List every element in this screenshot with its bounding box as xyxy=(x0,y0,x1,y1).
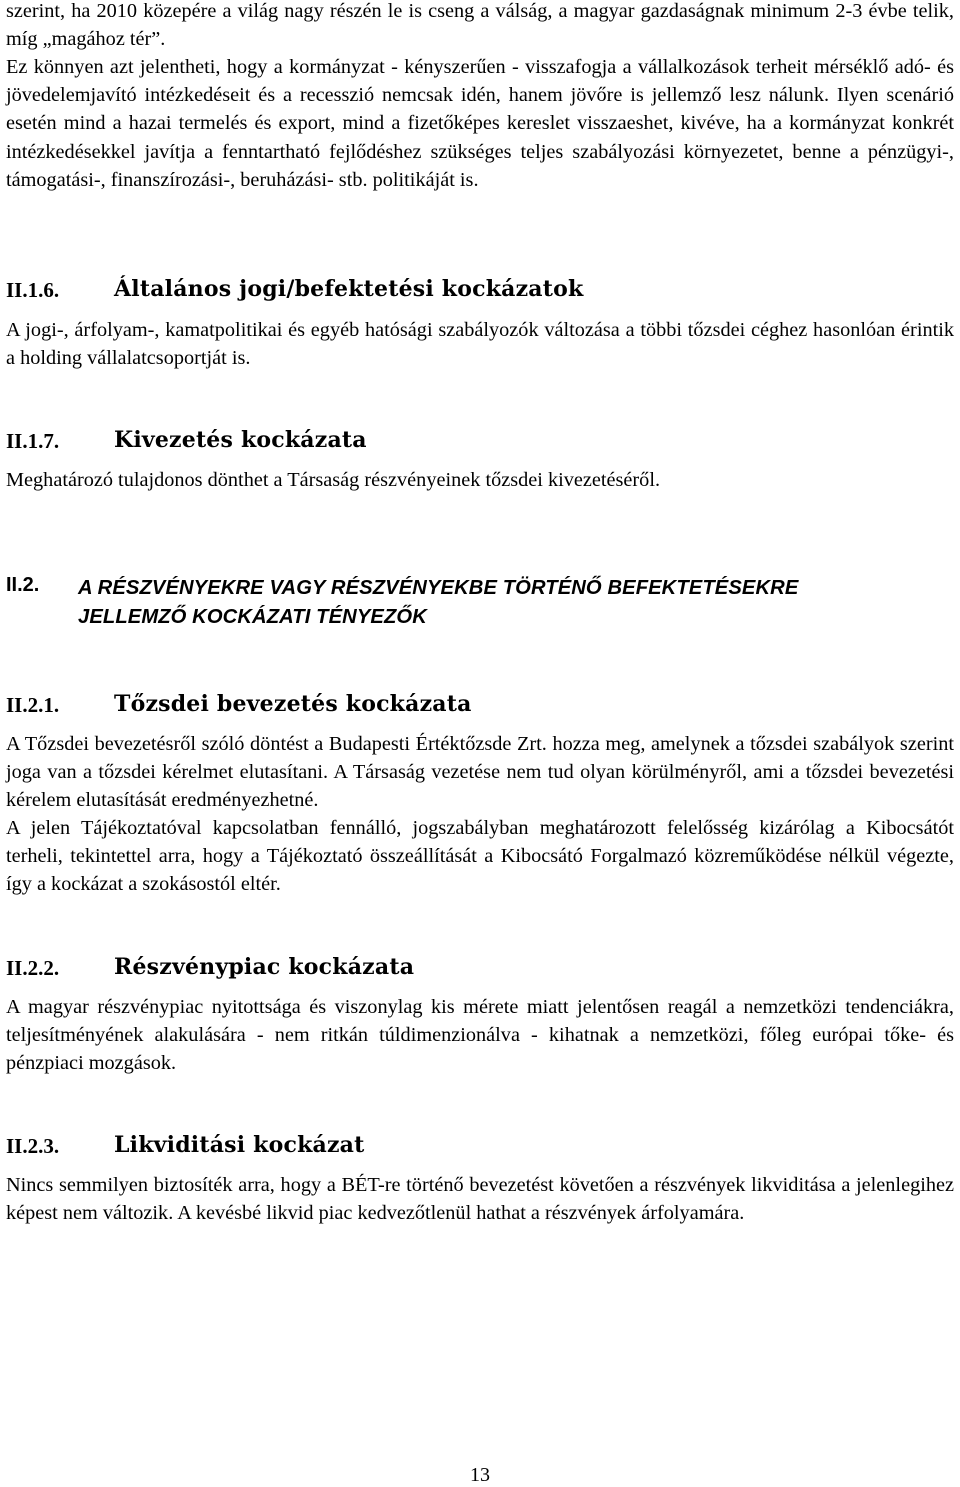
heading-number: II.2.1. xyxy=(6,693,60,717)
heading-title: Kivezetés kockázata xyxy=(114,427,367,453)
heading-2-1-6 xyxy=(6,278,954,310)
heading-title: Részvénypiac kockázata xyxy=(114,954,415,980)
heading-2-1-7 xyxy=(6,429,954,461)
heading-number: II.1.6. xyxy=(6,278,60,302)
heading-title: Likviditási kockázat xyxy=(114,1132,365,1158)
paragraph-delisting-risk: Meghatározó tulajdonos dönthet a Társaság részvényeinek tőzsdei kivezetéséről. xyxy=(6,469,661,491)
section-title xyxy=(78,574,958,632)
section-title-line-1: A RÉSZVÉNYEKRE VAGY RÉSZVÉNYEKBE TÖRTÉNŐ BEFEKTETÉSEKRE xyxy=(78,577,799,599)
heading-number: II.1.7. xyxy=(6,429,60,453)
paragraph-intro-continued: szerint, ha 2010 közepére a világ nagy részén le is cseng a válság, a magyar gazdaságnak minimum 2-3 évbe telik, míg „magához tér”. xyxy=(6,0,954,51)
heading-number: II.2.2. xyxy=(6,956,60,980)
paragraph-legal-risk: A jogi-, árfolyam-, kamatpolitikai és egyéb hatósági szabályozók változása a többi tőzsdei céghez hasonlóan érintik a holding vállalatcsoportját is. xyxy=(6,319,954,370)
heading-2-2-2 xyxy=(6,956,954,988)
heading-title: Tőzsdei bevezetés kockázata xyxy=(114,691,472,717)
heading-2-2-1 xyxy=(6,693,954,725)
heading-number: II.2.3. xyxy=(6,1134,60,1158)
heading-title: Általános jogi/befektetési kockázatok xyxy=(114,276,584,302)
paragraph-listing-decision: A Tőzsdei bevezetésről szóló döntést a Budapesti Értéktőzsde Zrt. hozza meg, amelynek a tőzsdei szabályok szerint joga van a tőzsdei kérelmet elutasítani. A Társaság vezetése nem tud olyan körülményről, ami a tőzsdei bevezetési kérelem elutasítását eredményezhetné. xyxy=(6,733,954,812)
section-number: II.2. xyxy=(6,574,40,596)
heading-2-2-3 xyxy=(6,1134,954,1166)
paragraph-government-recession: Ez könnyen azt jelentheti, hogy a kormányzat - kényszerűen - visszafogja a vállalkozások terheit mérséklő adó- és jövedelemjavító intézkedéseit és a recesszió nemcsak idén, hanem jövőre is jellemző lesz nálunk. Ilyen scenárió esetén mind a hazai termelés és export, mind a fizetőképes kereslet visszaeshet, kivéve, ha a kormányzat konkrét intézkedésekkel javítja a fenntartható fejlődéshez szükséges teljes szabályozási környezetet, benne a pénzügyi-, támogatási-, finanszírozási-, beruházási- stb. politikáját is. xyxy=(6,56,954,191)
paragraph-liability: A jelen Tájékoztatóval kapcsolatban fennálló, jogszabályban meghatározott felelősség kizárólag a Kibocsátót terheli, tekintettel arra, hogy a Tájékoztató összeállítását a Kibocsátó Forgalmazó közreműködése nélkül végezte, így a kockázat a szokásostól eltér. xyxy=(6,817,954,896)
page-number: 13 xyxy=(470,1464,490,1486)
section-title-line-2: JELLEMZŐ KOCKÁZATI TÉNYEZŐK xyxy=(78,606,427,628)
paragraph-liquidity-risk: Nincs semmilyen biztosíték arra, hogy a BÉT-re történő bevezetést követően a részvények likviditása a jelenlegihez képest nem változik. A kevésbé likvid piac kedvezőtlenül hathat a részvények árfolyamára. xyxy=(6,1174,954,1225)
paragraph-stock-market-risk: A magyar részvénypiac nyitottsága és viszonylag kis mérete miatt jelentősen reagál a nemzetközi tendenciákra, teljesítményének alakulására - nem ritkán túldimenzionálva - kihatnak a nemzetközi, főleg európai tőke- és pénzpiaci mozgások. xyxy=(6,996,954,1075)
